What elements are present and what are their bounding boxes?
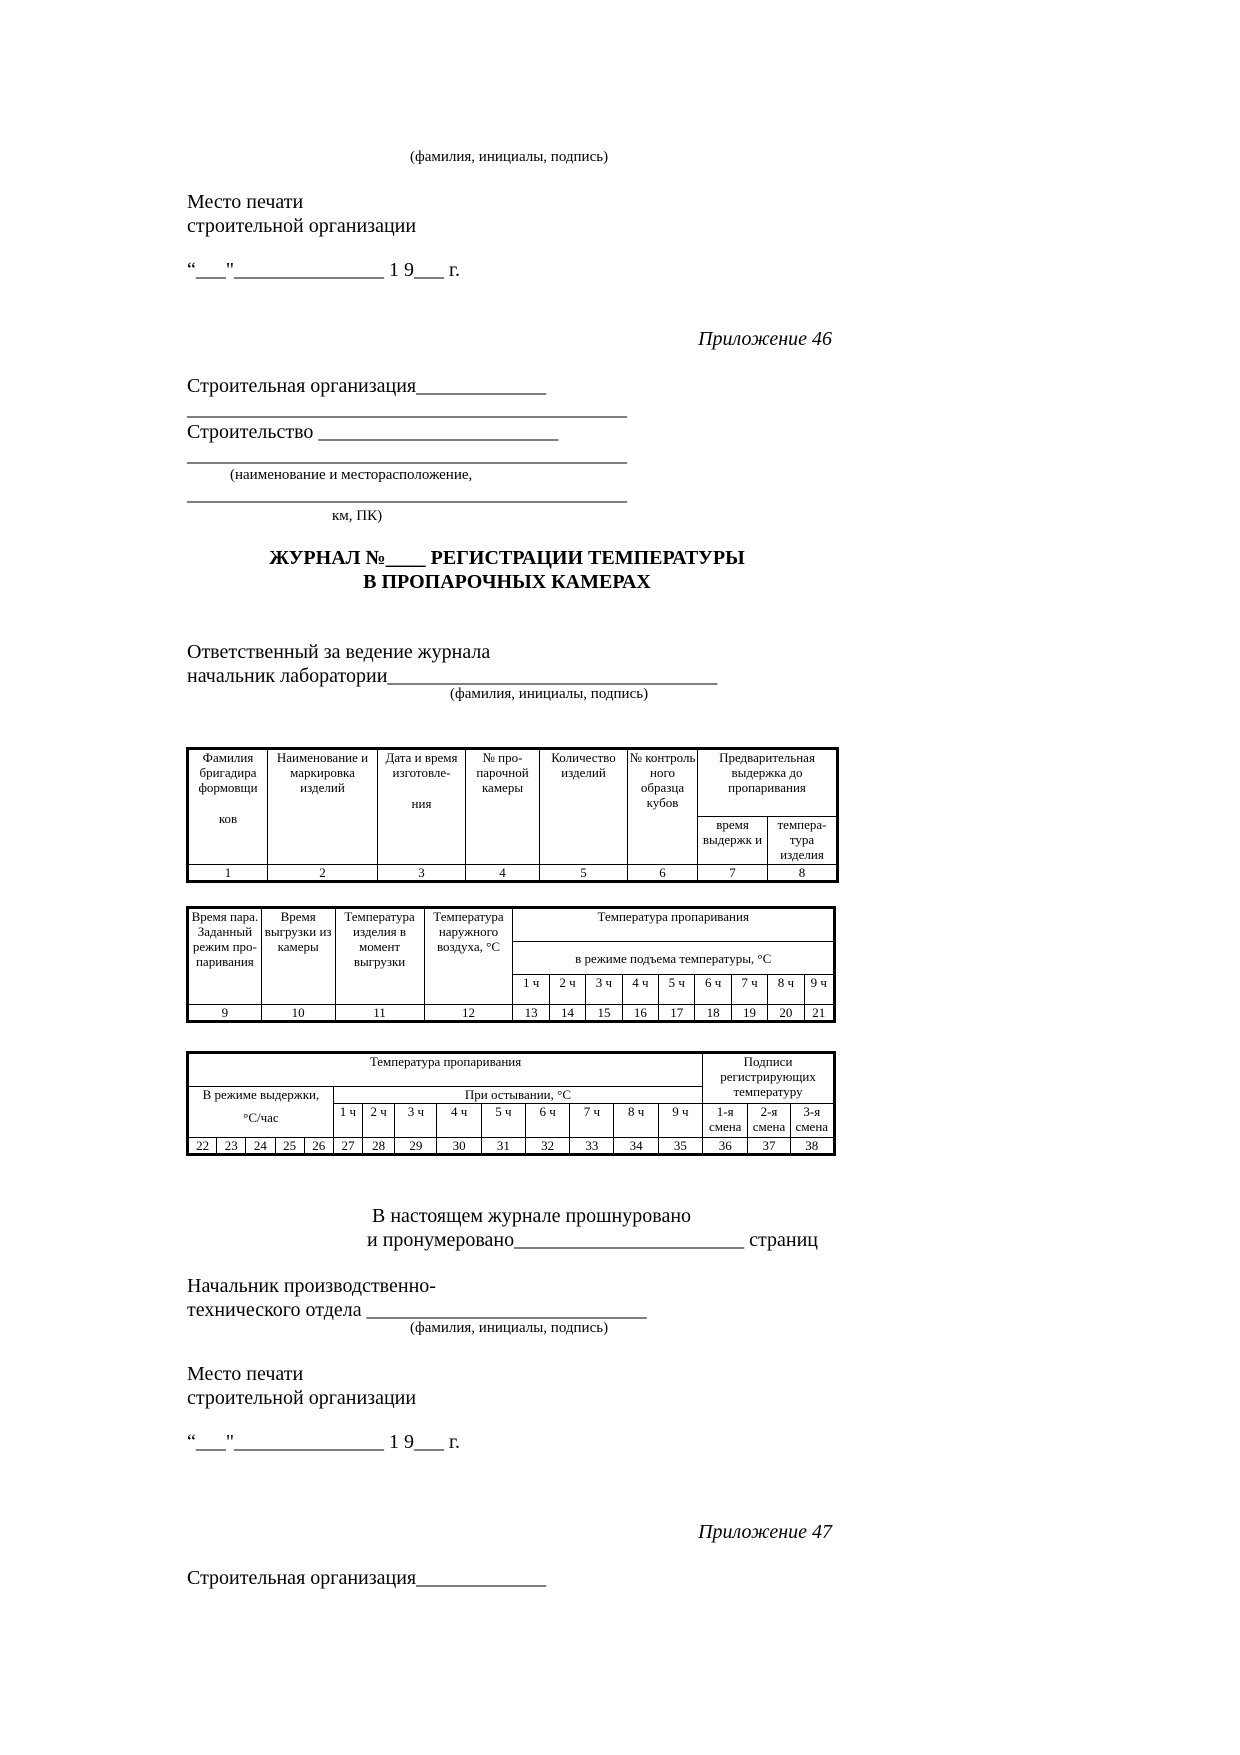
table-row-numbers <box>188 865 838 882</box>
col-hour: 4 ч <box>622 975 658 1005</box>
col-date-time: Дата и время изготовле- ния <box>378 749 466 865</box>
col-hold-time: время выдержк и <box>698 817 768 865</box>
col-num: 15 <box>586 1005 622 1022</box>
org-line: Строительная организация_____________ <box>187 1567 547 1589</box>
chief-line: технического отдела ____________________________ <box>187 1299 647 1321</box>
responsible-caption: (фамилия, инициалы, подпись) <box>450 686 649 702</box>
col-hour: 4 ч <box>437 1104 481 1138</box>
col-product-name: Наименование и маркировка изделий <box>268 749 378 865</box>
col-shift: 2-я смена <box>748 1104 790 1138</box>
col-rise-mode: в режиме подъема температуры, °С <box>513 942 835 975</box>
col-hold-mode: В режиме выдержки, °С/час <box>188 1087 334 1138</box>
col-hour: 3 ч <box>586 975 622 1005</box>
col-num: 26 <box>304 1138 333 1155</box>
col-product-temp-unload: Температура изделия в момент выгрузки <box>335 908 424 1005</box>
col-num: 3 <box>378 865 466 882</box>
table-registry-2 <box>186 906 836 1023</box>
col-num: 34 <box>614 1138 658 1155</box>
col-hour: 2 ч <box>363 1104 395 1138</box>
col-product-temp: темпера-тура изделия <box>768 817 838 865</box>
col-num: 29 <box>395 1138 437 1155</box>
col-steaming-temp: Температура пропаривания <box>513 908 835 942</box>
col-num: 33 <box>570 1138 614 1155</box>
table-registry-3 <box>186 1051 836 1156</box>
col-num: 7 <box>698 865 768 882</box>
col-num: 16 <box>622 1005 658 1022</box>
col-num: 23 <box>217 1138 246 1155</box>
org-line: Строительная организация_____________ <box>187 375 547 397</box>
col-steam-time: Время пара. Заданный режим про-паривания <box>188 908 262 1005</box>
name-location-caption: (наименование и месторасположение, <box>230 467 473 483</box>
col-num: 32 <box>525 1138 569 1155</box>
col-num: 20 <box>768 1005 804 1022</box>
col-cooling: При остывании, °С <box>333 1087 702 1104</box>
journal-title-line2: В ПРОПАРОЧНЫХ КАМЕРАХ <box>363 571 651 593</box>
date-line: “___"_______________ 1 9___ г. <box>187 259 460 281</box>
col-num: 37 <box>748 1138 790 1155</box>
col-signatures: Подписи регистрирующих температуру <box>703 1053 835 1104</box>
seal-label: Место печати <box>187 1363 304 1385</box>
col-num: 24 <box>246 1138 275 1155</box>
seal-label-org: строительной организации <box>187 215 417 237</box>
col-hour: 5 ч <box>659 975 695 1005</box>
signature-caption: (фамилия, инициалы, подпись) <box>410 149 609 165</box>
col-control-sample: № контроль ного образца кубов <box>628 749 698 865</box>
col-num: 21 <box>804 1005 834 1022</box>
col-num: 13 <box>513 1005 549 1022</box>
col-hour: 3 ч <box>395 1104 437 1138</box>
seal-label: Место печати <box>187 191 304 213</box>
col-hour: 7 ч <box>731 975 767 1005</box>
col-num: 4 <box>466 865 540 882</box>
col-num: 11 <box>335 1005 424 1022</box>
col-num: 38 <box>790 1138 834 1155</box>
col-num: 25 <box>275 1138 304 1155</box>
km-caption: км, ПК) <box>332 508 383 524</box>
col-num: 8 <box>768 865 838 882</box>
blank-line: ____________________________________________ <box>187 483 627 505</box>
col-shift: 3-я смена <box>790 1104 834 1138</box>
col-hour: 8 ч <box>768 975 804 1005</box>
responsible-line: начальник лаборатории_________________________________ <box>187 665 718 687</box>
col-num: 18 <box>695 1005 731 1022</box>
col-pre-hold: Предварительная выдержка до пропаривания <box>698 749 838 817</box>
col-num: 22 <box>188 1138 217 1155</box>
col-num: 19 <box>731 1005 767 1022</box>
col-num: 35 <box>658 1138 702 1155</box>
col-num: 31 <box>481 1138 525 1155</box>
col-num: 5 <box>540 865 628 882</box>
col-quantity: Количество изделий <box>540 749 628 865</box>
chief-label: Начальник производственно- <box>187 1275 436 1297</box>
appendix-label: Приложение 47 <box>698 1521 832 1543</box>
col-hour: 1 ч <box>333 1104 362 1138</box>
journal-title: ЖУРНАЛ №____ РЕГИСТРАЦИИ ТЕМПЕРАТУРЫ <box>269 547 745 569</box>
table-row-numbers <box>188 1138 835 1155</box>
col-num: 36 <box>703 1138 748 1155</box>
chief-caption: (фамилия, инициалы, подпись) <box>410 1320 609 1336</box>
laced-statement: В настоящем журнале прошнуровано <box>372 1205 692 1227</box>
col-outdoor-temp: Температура наружного воздуха, °С <box>424 908 513 1005</box>
responsible-label: Ответственный за ведение журнала <box>187 641 491 663</box>
appendix-label: Приложение 46 <box>698 328 832 350</box>
table-registry-1 <box>186 747 839 883</box>
col-num: 6 <box>628 865 698 882</box>
col-hour: 7 ч <box>570 1104 614 1138</box>
col-hour: 9 ч <box>658 1104 702 1138</box>
col-hour: 5 ч <box>481 1104 525 1138</box>
col-brigadier: Фамилия бригадира формовщи ков <box>188 749 268 865</box>
col-hour: 6 ч <box>525 1104 569 1138</box>
col-num: 10 <box>261 1005 335 1022</box>
col-num: 30 <box>437 1138 481 1155</box>
blank-line: ____________________________________________ <box>187 398 627 420</box>
seal-label-org: строительной организации <box>187 1387 417 1409</box>
table-row-numbers <box>188 1005 835 1022</box>
col-hour: 6 ч <box>695 975 731 1005</box>
blank-line: ____________________________________________ <box>187 444 627 466</box>
col-num: 17 <box>659 1005 695 1022</box>
col-num: 28 <box>363 1138 395 1155</box>
col-num: 1 <box>188 865 268 882</box>
construction-line: Строительство ________________________ <box>187 421 559 443</box>
col-num: 27 <box>333 1138 362 1155</box>
col-hour: 2 ч <box>549 975 585 1005</box>
col-unload-time: Время выгрузки из камеры <box>261 908 335 1005</box>
col-hour: 9 ч <box>804 975 834 1005</box>
col-num: 14 <box>549 1005 585 1022</box>
col-num: 9 <box>188 1005 262 1022</box>
col-steaming-temp: Температура пропаривания <box>188 1053 703 1087</box>
col-num: 12 <box>424 1005 513 1022</box>
date-line: “___"_______________ 1 9___ г. <box>187 1431 460 1453</box>
col-shift: 1-я смена <box>703 1104 748 1138</box>
col-hour: 1 ч <box>513 975 549 1005</box>
col-num: 2 <box>268 865 378 882</box>
col-hour: 8 ч <box>614 1104 658 1138</box>
col-chamber-number: № про-парочной камеры <box>466 749 540 865</box>
pages-count-line: и пронумеровано_______________________ страниц <box>367 1229 818 1251</box>
